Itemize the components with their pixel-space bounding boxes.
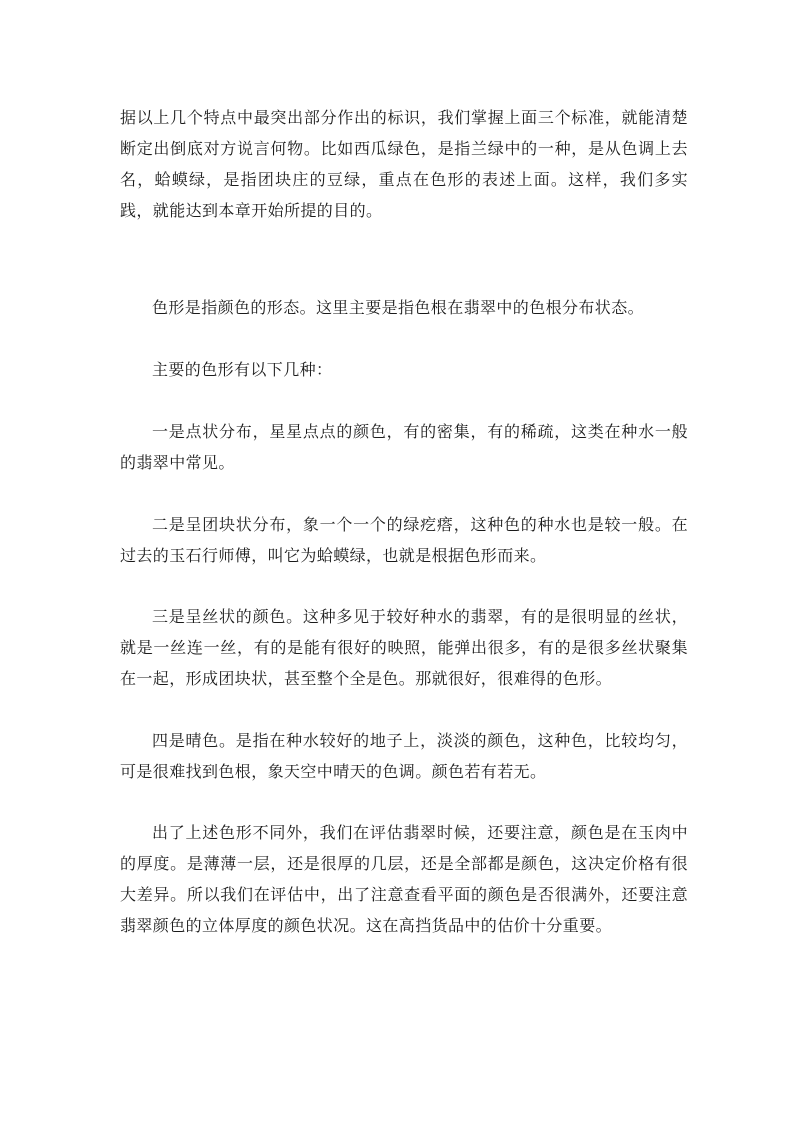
paragraph-dot-distribution: 一是点状分布，星星点点的颜色，有的密集，有的稀疏，这类在种水一般的翡翠中常见。	[120, 422, 688, 472]
paragraph-intro: 据以上几个特点中最突出部分作出的标识，我们掌握上面三个标准，就能清楚断定出倒底对方说言何物。比如西瓜绿色，是指兰绿中的一种，是从色调上去名，蛤蟆绿，是指团块庄的豆绿，重点在色形的表述上面。这样，我们多实践，就能达到本章开始所提的目的。	[120, 108, 688, 220]
paragraph-color-thickness: 出了上述色形不同外，我们在评估翡翠时候，还要注意，颜色是在玉肉中的厚度。是薄薄一层，还是很厚的几层，还是全部都是颜色，这决定价格有很大差异。所以我们在评估中，出了注意查看平面的颜色是否很满外，还要注意翡翠颜色的立体厚度的颜色状况。这在高挡货品中的估价十分重要。	[120, 823, 688, 935]
paragraph-block-distribution: 二是呈团块状分布，象一个一个的绿疙瘩，这种色的种水也是较一般。在过去的玉石行师傅，叫它为蛤蟆绿，也就是根据色形而来。	[120, 515, 688, 565]
paragraph-silk-shape: 三是呈丝状的颜色。这种多见于较好种水的翡翠，有的是很明显的丝状，就是一丝连一丝，有的是能有很好的映照，能弹出很多，有的是很多丝状聚集在一起，形成团块状，甚至整个全是色。那就很好，很难得的色形。	[120, 607, 688, 688]
paragraph-main-shapes-heading: 主要的色形有以下几种：	[152, 360, 333, 379]
paragraph-clear-color: 四是晴色。是指在种水较好的地子上，淡淡的颜色，这种色，比较均匀，可是很难找到色根，象天空中晴天的色调。颜色若有若无。	[120, 731, 688, 781]
paragraph-color-shape-definition: 色形是指颜色的形态。这里主要是指色根在翡翠中的色根分布状态。	[152, 298, 645, 317]
